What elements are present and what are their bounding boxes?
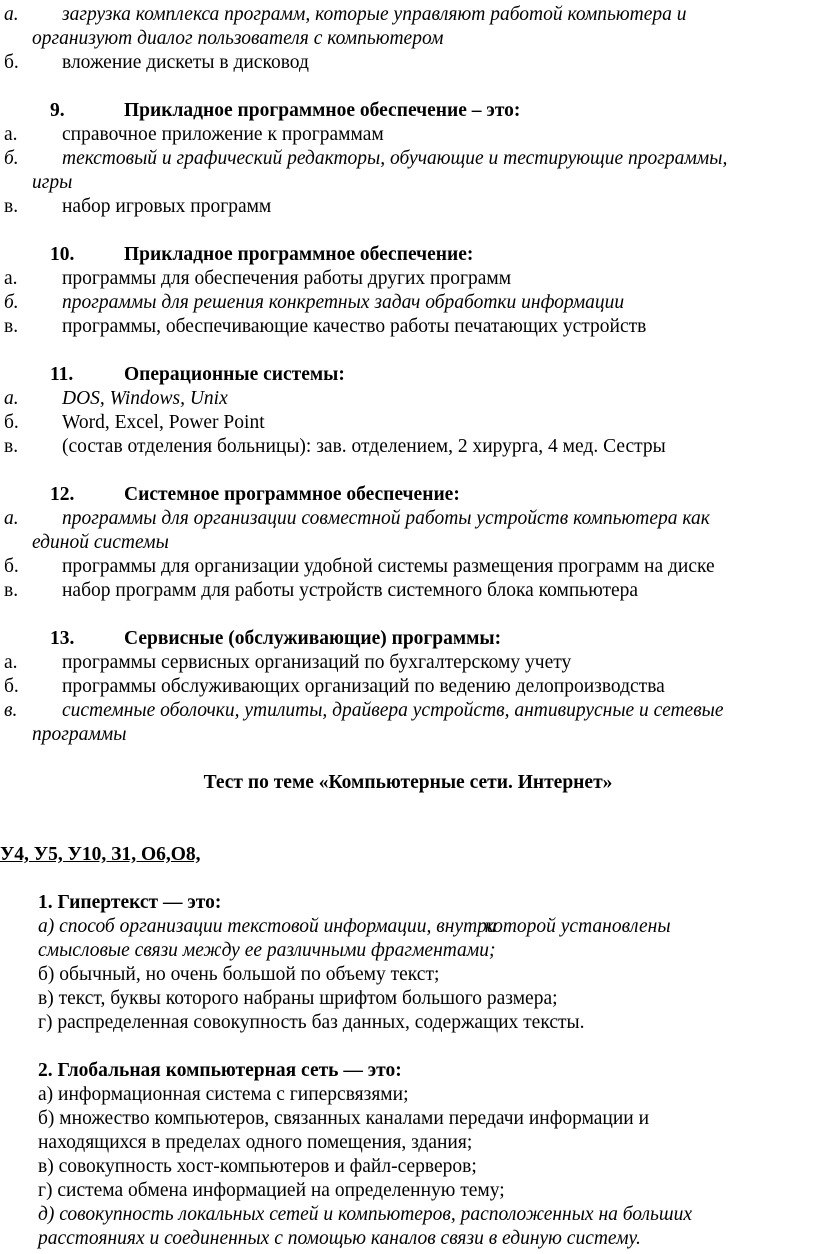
option-b: б) обычный, но очень большой по объему текст; <box>38 964 440 985</box>
option-text-overlap: которой установлены <box>484 916 671 937</box>
option-a: а) информационная система с гиперсвязями; <box>38 1084 409 1105</box>
option-marker: б. <box>4 292 19 313</box>
option-a <box>38 915 671 939</box>
option-marker: в. <box>4 700 18 721</box>
option-text: программы для организации удобной системы размещения программ на диске <box>62 556 715 577</box>
option-d: г) система обмена информацией на определенную тему; <box>38 1180 505 1201</box>
option-marker: б. <box>4 676 19 697</box>
option-text: вложение дискеты в дисковод <box>62 52 309 73</box>
option-marker: в. <box>4 316 19 337</box>
option-text: программы, обеспечивающие качество работы печатающих устройств <box>62 316 647 337</box>
option-b: б) множество компьютеров, связанных каналами передачи информации и <box>38 1108 650 1129</box>
option-text: программы для решения конкретных задач обработки информации <box>62 292 625 313</box>
option-text: а) способ организации текстовой информации, внутри <box>38 916 497 937</box>
option-c: в) текст, буквы которого набраны шрифтом большого размера; <box>38 988 558 1009</box>
option-text: загрузка комплекса программ, которые управляют работой компьютера и <box>62 4 687 25</box>
option-text-cont: игры <box>32 172 73 193</box>
option-text: программы обслуживающих организаций по ведению делопроизводства <box>62 676 665 697</box>
option-text: Word, Excel, Power Point <box>62 412 265 433</box>
question-number: 11. <box>50 364 74 385</box>
option-marker: а. <box>4 124 18 145</box>
question-text: Прикладное программное обеспечение – это: <box>124 100 521 121</box>
option-text: программы для организации совместной работы устройств компьютера как <box>62 508 710 529</box>
question-2-title: 2. Глобальная компьютерная сеть — это: <box>38 1060 402 1081</box>
option-text: программы для обеспечения работы других программ <box>62 268 512 289</box>
question-text: Операционные системы: <box>124 364 345 385</box>
question-1-title: 1. Гипертекст — это: <box>38 892 222 913</box>
option-text: справочное приложение к программам <box>62 124 384 145</box>
option-marker: а. <box>4 388 19 409</box>
option-text-cont: единой системы <box>32 532 169 553</box>
option-marker: б. <box>4 52 19 73</box>
option-marker: а. <box>4 652 18 673</box>
question-text: Сервисные (обслуживающие) программы: <box>124 628 502 649</box>
option-text-cont: расстояниях и соединенных с помощью каналов связи в единую систему. <box>38 1228 641 1249</box>
option-text: набор программ для работы устройств системного блока компьютера <box>62 580 639 601</box>
option-e: д) совокупность локальных сетей и компьютеров, расположенных на больших <box>38 1204 693 1225</box>
option-marker: в. <box>4 436 19 457</box>
option-c: в) совокупность хост-компьютеров и файл-серверов; <box>38 1156 477 1177</box>
option-d: г) распределенная совокупность баз данных, содержащих тексты. <box>38 1012 585 1033</box>
option-text: текстовый и графический редакторы, обучающие и тестирующие программы, <box>62 148 728 169</box>
option-marker: а. <box>4 508 19 529</box>
question-number: 9. <box>50 100 65 121</box>
question-text: Системное программное обеспечение: <box>124 484 460 505</box>
option-text-cont: программы <box>32 724 127 745</box>
option-marker: б. <box>4 412 19 433</box>
option-marker: б. <box>4 148 19 169</box>
option-text: (состав отделения больницы): зав. отделением, 2 хирурга, 4 мед. Сестры <box>62 436 666 457</box>
section-title: Тест по теме «Компьютерные сети. Интернет» <box>203 772 613 793</box>
option-marker: б. <box>4 556 19 577</box>
option-marker: в. <box>4 580 19 601</box>
competency-codes: У4, У5, У10, З1, О6,О8, <box>0 844 201 865</box>
option-text: DOS, Windows, Unix <box>62 388 228 409</box>
question-number: 13. <box>50 628 75 649</box>
option-text-cont: организуют диалог пользователя с компьютером <box>32 28 444 49</box>
option-text-cont: смысловые связи между ее различными фрагментами; <box>38 940 496 961</box>
question-number: 12. <box>50 484 75 505</box>
option-marker: а. <box>4 268 18 289</box>
option-text-cont: находящихся в пределах одного помещения, здания; <box>38 1132 473 1153</box>
question-number: 10. <box>50 244 75 265</box>
option-text: набор игровых программ <box>62 196 272 217</box>
option-text: системные оболочки, утилиты, драйвера устройств, антивирусные и сетевые <box>62 700 724 721</box>
option-marker: а. <box>4 4 19 25</box>
option-text: программы сервисных организаций по бухгалтерскому учету <box>62 652 572 673</box>
question-text: Прикладное программное обеспечение: <box>124 244 474 265</box>
option-marker: в. <box>4 196 19 217</box>
